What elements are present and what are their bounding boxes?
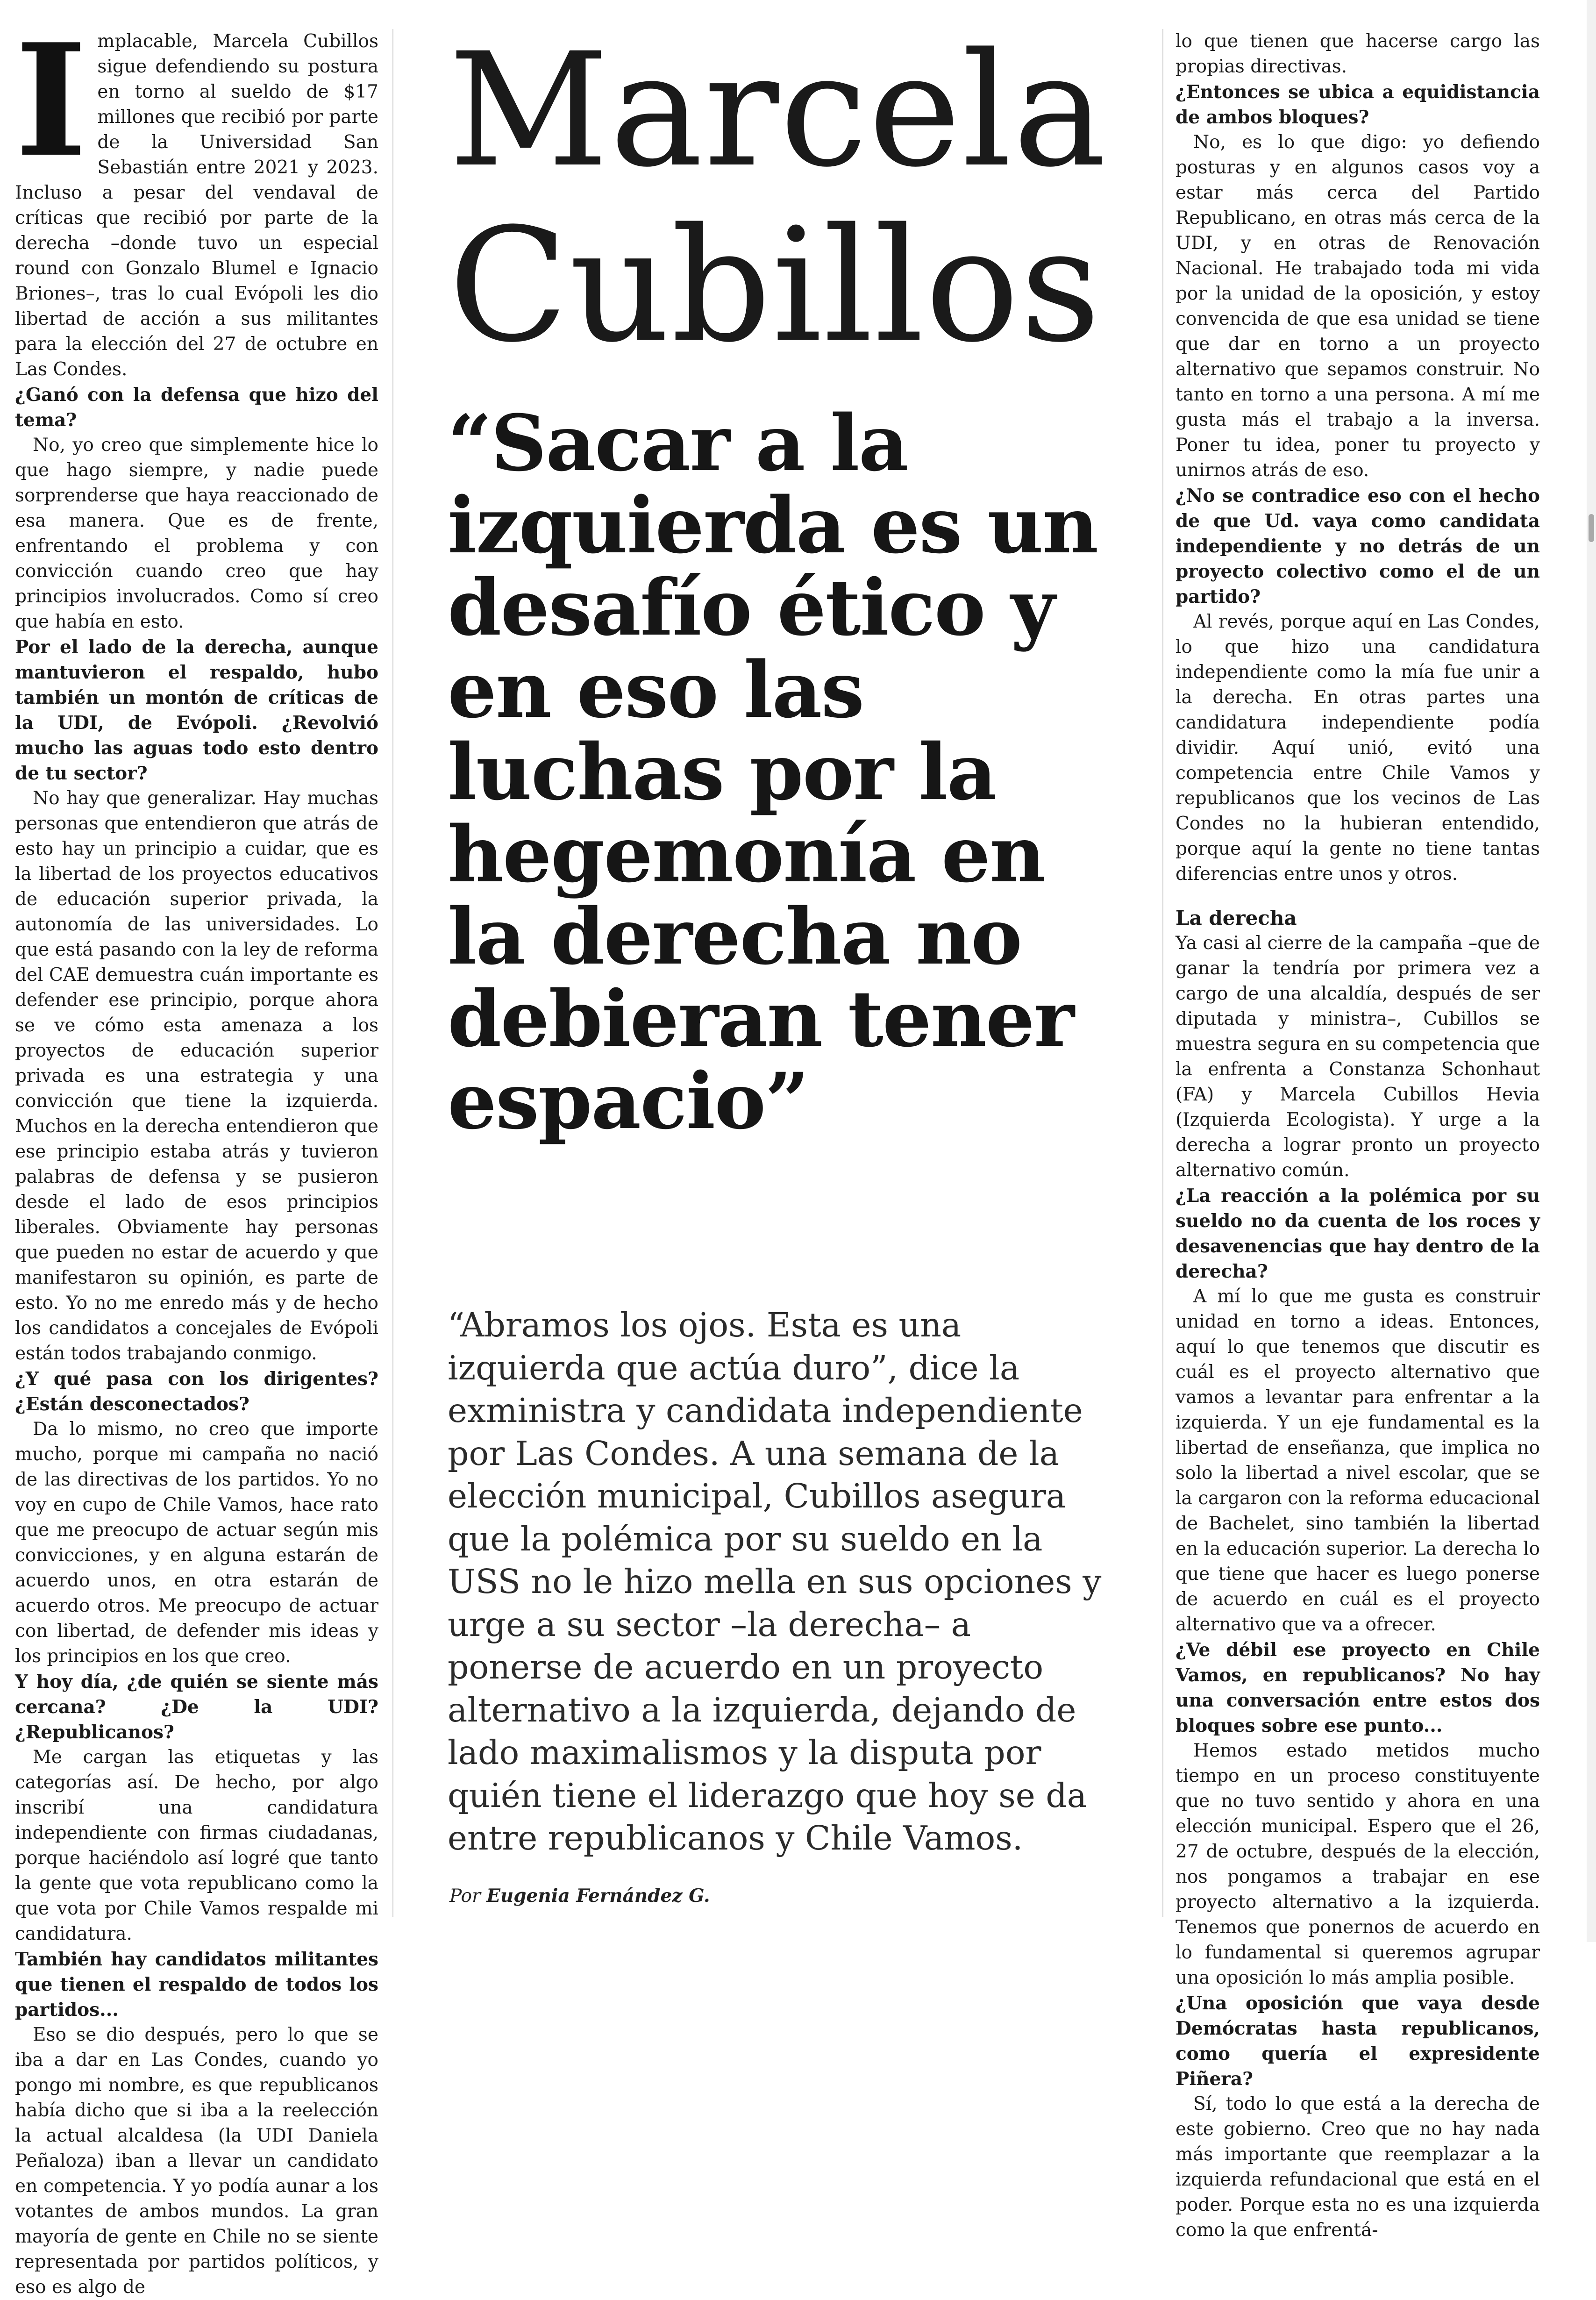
left-column: [15, 10, 378, 2300]
section-subhead: La derecha: [1176, 907, 1297, 929]
interviewee-name: [449, 20, 1112, 377]
answer: Hemos estado metidos mucho tiempo en un proceso constituyente que no tuvo sentido y ahora en una elección municipal. Espero que el 26, 27 de octubre, después de la elección, nos pongamos a trabajar en ese proyecto alternativo a la izquierda. Tenemos que ponernos de acuerdo en lo fundamental si queremos agrupar una oposición lo más amplia posible.: [1176, 1740, 1540, 1988]
byline-author: Eugenia Fernández G.: [486, 1885, 710, 1907]
question: ¿La reacción a la polémica por su sueldo no da cuenta de los roces y desavenencias que hay dentro de la derecha?: [1176, 1185, 1540, 1282]
column-divider: [1162, 29, 1163, 1917]
question: ¿Ve débil ese proyecto en Chile Vamos, en republicanos? No hay una conversación entre estos dos bloques sobre ese punto...: [1176, 1639, 1540, 1736]
intro-paragraph: “Abramos los ojos. Esta es una izquierda que actúa duro”, dice la exministra y candidata independiente por Las Condes. A una semana de la elección municipal, Cubillos asegura que la polémica por su sueldo en la USS no le hizo mella en sus opciones y urge a su sector –la derecha– a ponerse de acuerdo en un proyecto alternativo a la izquierda, dejando de lado maximalismos y la disputa por quién tiene el liderazgo que hoy se da entre republicanos y Chile Vamos.: [448, 1306, 1102, 1857]
byline-prefix: Por: [449, 1886, 481, 1907]
question: También hay candidatos militantes que tienen el respaldo de todos los partidos...: [15, 1949, 378, 2021]
answer: No, es lo que digo: yo defiendo posturas y en algunos casos voy a estar más cerca del Partido Republicano, en otras más cerca de la UDI, y en otras de Renovación Nacional. He trabajado toda mi vida por la unidad de la oposición, y estoy convencida de que esa unidad se tiene que dar en torno a un proyecto alternativo que sepamos construir. No tanto en torno a una persona. A mí me gusta más el trabajo a la inversa. Poner tu idea, poner tu proyecto y unirnos atrás de eso.: [1176, 132, 1540, 481]
answer: Al revés, porque aquí en Las Condes, lo que hizo una candidatura independiente como la mía fue unir a la derecha. En otras partes una candidatura independiente podía dividir. Aquí unió, evitó una competencia entre Chile Vamos y republicanos que los vecinos de Las Condes no la hubieran entendido, porque aquí la gente no tiene tantas diferencias entre unos y otros.: [1176, 611, 1540, 885]
drop-cap: I: [15, 10, 87, 191]
question: Y hoy día, ¿de quién se siente más cercana? ¿De la UDI? ¿Republicanos?: [15, 1671, 378, 1743]
question: ¿Ganó con la defensa que hizo del tema?: [15, 384, 378, 431]
answer: Eso se dio después, pero lo que se iba a dar en Las Condes, cuando yo pongo mi nombre, es que republicanos había dicho que si iba a la reelección la actual alcaldesa (la UDI Daniela Peñaloza) iban a llevar un candidato en competencia. Y yo podía aunar a los votantes de ambos mundos. La gran mayoría de gente en Chile no se siente representada por partidos políticos, y eso es algo de: [15, 2024, 378, 2298]
answer: Da lo mismo, no creo que importe mucho, porque mi campaña no nació de las directivas de los partidos. Yo no voy en cupo de Chile Vamos, hace rato que me preocupo de actuar según mis convicciones, y en alguna estarán de acuerdo unos, en otra estarán de acuerdo otros. Me preocupo de actuar con libertad, de defender mis ideas y los principios en los que creo.: [15, 1419, 378, 1667]
question: ¿Entonces se ubica a equidistancia de ambos bloques?: [1176, 81, 1540, 128]
question: ¿No se contradice eso con el hecho de que Ud. vaya como candidata independiente y no detrás de un proyecto colectivo como el de un partido?: [1176, 485, 1540, 607]
column-divider: [392, 29, 393, 1917]
headline-quote: “Sacar a la izquierda es un desafío ético y en eso las luchas por la hegemonía en la derecha no debieran tener espacio”: [448, 398, 1098, 1146]
answer: No hay que generalizar. Hay muchas personas que entendieron que atrás de esto hay un principio a cuidar, que es la libertad de los proyectos educativos de educación superior privada, la autonomía de las universidades. Lo que está pasando con la ley de reforma del CAE demuestra cuán importante es defender ese principio, porque ahora se ve cómo esta amenaza a los proyectos de educación superior privada es una estrategia y una convicción que tiene la izquierda. Muchos en la derecha entendieron que ese principio estaba atrás y tuvieron palabras de defensa y se pusieron desde el lado de esos principios liberales. Obviamente hay personas que pueden no estar de acuerdo y que manifestaron su opinión, es parte de esto. Yo no me enredo más y de hecho los candidatos a concejales de Evópoli están todos trabajando conmigo.: [15, 788, 378, 1364]
scrollbar-track[interactable]: [1587, 0, 1596, 1942]
question: Por el lado de la derecha, aunque mantuvieron el respaldo, hubo también un montón de críticas de la UDI, de Evópoli. ¿Revolvió mucho las aguas todo esto dentro de tu sector?: [15, 636, 378, 784]
body-paragraph: Ya casi al cierre de la campaña –que de ganar la tendría por primera vez a cargo de una alcaldía, después de ser diputada y ministra–, Cubillos se muestra segura en su competencia que la enfrenta a Constanza Schonhaut (FA) y Marcela Cubillos Hevia (Izquierda Ecologista). Y urge a la derecha a lograr pronto un proyecto alternativo común.: [1176, 933, 1540, 1181]
right-column: [1176, 29, 1540, 2243]
answer: A mí lo que me gusta es construir unidad en torno a ideas. Entonces, aquí lo que tenemos que discutir es cuál es el proyecto alternativo que vamos a levantar para enfrentar a la izquierda. Y un eje fundamental es la libertad de enseñanza, que implica no solo la libertad a nivel escolar, que se la cargaron con la reforma educacional de Bachelet, sino también la libertad en la educación superior. La derecha lo que tiene que hacer es luego ponerse de acuerdo en cuál es el proyecto alternativo que va a ofrecer.: [1176, 1286, 1540, 1635]
answer: No, yo creo que simplemente hice lo que hago siempre, y nadie puede sorprenderse que haya reaccionado de esa manera. Que es de frente, enfrentando el problema y con convicción cuando creo que hay principios involucrados. Como sí creo que había en esto.: [15, 435, 378, 632]
answer: Sí, todo lo que está a la derecha de este gobierno. Creo que no hay nada más importante que reemplazar a la izquierda refundacional que está en el poder. Porque esta no es una izquierda como la que enfrentá-: [1176, 2093, 1540, 2241]
answer: Me cargan las etiquetas y las categorías así. De hecho, por algo inscribí una candidatura independiente con firmas ciudadanas, porque haciéndolo así logré que tanto la gente que vota republicano como la que vota por Chile Vamos respalde mi candidatura.: [15, 1747, 378, 1944]
question: ¿Una oposición que vaya desde Demócratas hasta republicanos, como quería el expresidente Piñera?: [1176, 1993, 1540, 2090]
answer-continued: lo que tienen que hacerse cargo las propias directivas.: [1176, 31, 1540, 77]
name-first: Marcela: [449, 20, 1107, 202]
lead-paragraph: mplacable, Marcela Cubillos sigue defendiendo su postura en torno al sueldo de $17 millones que recibió por parte de la Universidad San Sebastián entre 2021 y 2023. Incluso a pesar del vendaval de críticas que recibió por parte de la derecha –donde tuvo un especial round con Gonzalo Blumel e Ignacio Briones–, tras lo cual Evópoli les dio libertad de acción a sus militantes para la elección del 27 de octubre en Las Condes.: [15, 31, 378, 380]
byline: [449, 1883, 1010, 1909]
name-last: Cubillos: [449, 195, 1102, 377]
question: ¿Y qué pasa con los dirigentes? ¿Están desconectados?: [15, 1368, 378, 1415]
scrollbar-thumb[interactable]: [1589, 514, 1594, 542]
